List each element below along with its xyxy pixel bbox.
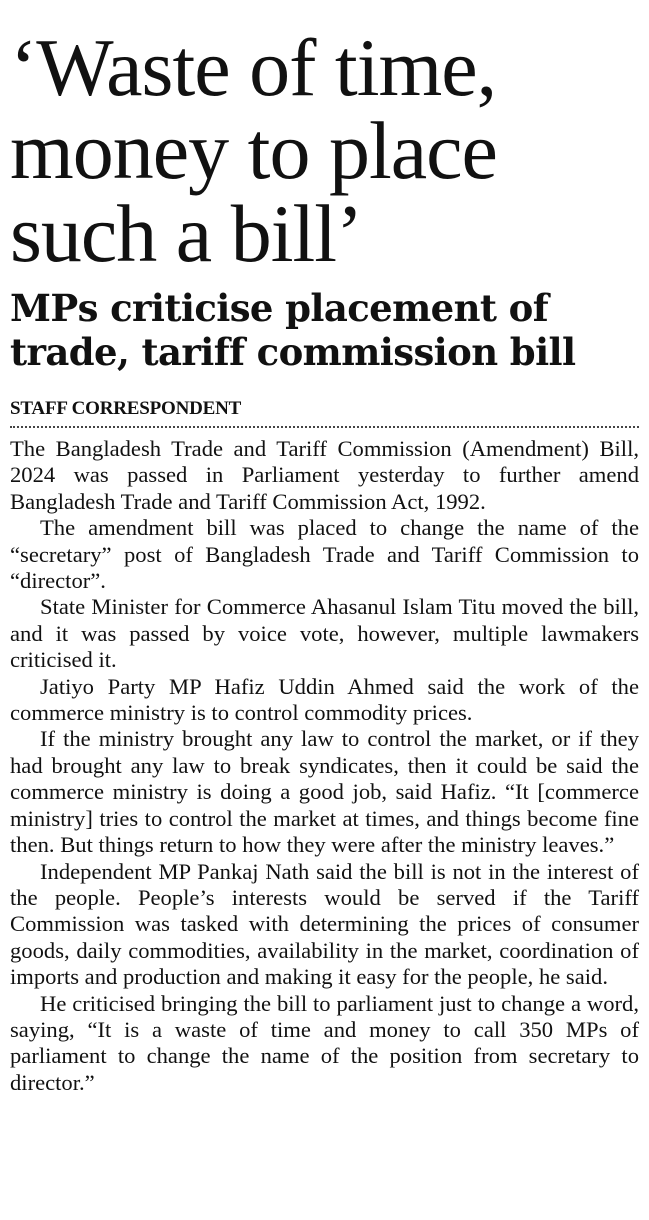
- dotted-divider: [10, 426, 639, 428]
- subheadline-line: trade, tariff commission bill: [10, 330, 576, 374]
- article-paragraph: The amendment bill was placed to change the name of the “secretary” post of Bangladesh Trade and Tariff Commission to “director”.: [10, 515, 639, 594]
- article-paragraph: He criticised bringing the bill to parliament just to change a word, saying, “It is a waste of time and money to call 350 MPs of parliament to change the name of the position from secretary to director.”: [10, 990, 639, 1095]
- headline-line: such a bill’: [10, 188, 363, 279]
- article-paragraph: Independent MP Pankaj Nath said the bill is not in the interest of the people. People’s interests would be served if the Tariff Commission was tasked with determining the prices of consumer goods, daily commodities, availability in the market, coordination of imports and production and making it easy for the people, he said.: [10, 858, 639, 990]
- article-paragraph: The Bangladesh Trade and Tariff Commission (Amendment) Bill, 2024 was passed in Parliament yesterday to further amend Bangladesh Trade and Tariff Commission Act, 1992.: [10, 436, 639, 514]
- headline: [10, 0, 639, 279]
- article-body: [10, 436, 639, 1096]
- headline-line: money to place: [10, 105, 497, 196]
- subheadline: [10, 286, 639, 374]
- byline: STAFF CORRESPONDENT: [10, 398, 242, 419]
- subheadline-line: MPs criticise placement of: [10, 286, 549, 330]
- article-paragraph: If the ministry brought any law to control the market, or if they had brought any law to break syndicates, then it could be said the commerce ministry is doing a good job, said Hafiz. “It [commerce ministry] tries to control the market at times, and things become fine then. But things return to how they were after the ministry leaves.”: [10, 726, 639, 858]
- article-paragraph: Jatiyo Party MP Hafiz Uddin Ahmed said the work of the commerce ministry is to control commodity prices.: [10, 673, 639, 726]
- article-paragraph: State Minister for Commerce Ahasanul Islam Titu moved the bill, and it was passed by voice vote, however, multiple lawmakers criticised it.: [10, 594, 639, 673]
- headline-line: ‘Waste of time,: [10, 22, 497, 113]
